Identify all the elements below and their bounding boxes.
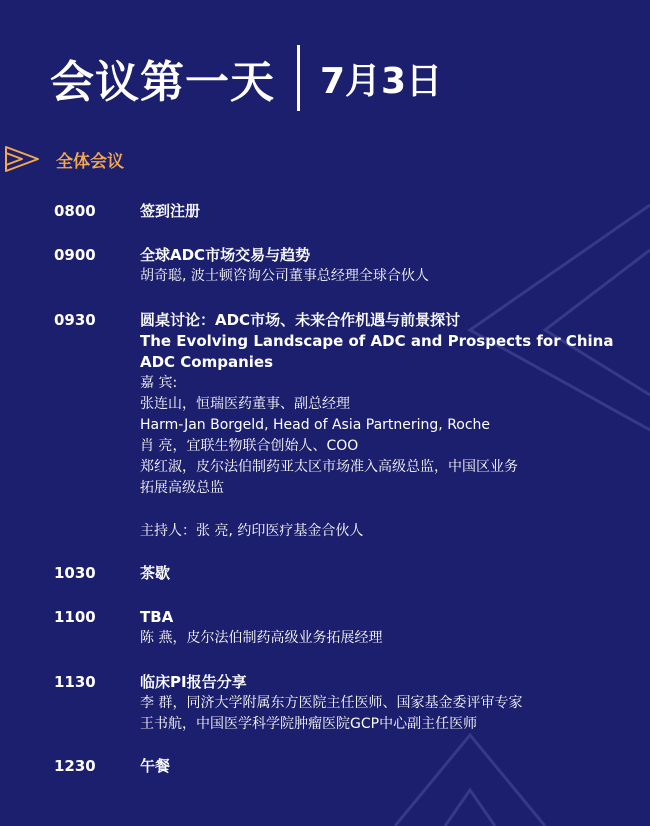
page-title: 会议第一天 <box>50 57 275 108</box>
guest-line: 郑红淑，皮尔法伯制药亚太区市场准入高级总监，中国区业务 <box>140 459 518 475</box>
agenda-list <box>54 200 644 777</box>
agenda-title: 全球ADC市场交易与趋势 <box>140 246 311 264</box>
agenda-item <box>54 200 644 222</box>
agenda-title: 午餐 <box>140 757 171 775</box>
section-title: 全体会议 <box>56 151 124 172</box>
speaker-line: 李 群，同济大学附属东方医院主任医师、国家基金委评审专家 <box>140 695 523 711</box>
agenda-title: 圆桌讨论：ADC市场、未来合作机遇与前景探讨 <box>140 311 461 329</box>
guest-line: Harm-Jan Borgeld, Head of Asia Partnering, Roche <box>140 417 491 433</box>
guest-label: 嘉 宾: <box>140 375 178 391</box>
agenda-title: 茶歇 <box>140 564 171 582</box>
guest-line: 拓展高级总监 <box>140 480 224 496</box>
agenda-item <box>54 755 644 777</box>
agenda-time: 0930 <box>54 311 96 329</box>
agenda-time: 1030 <box>54 564 96 582</box>
agenda-item <box>54 244 644 287</box>
agenda-time: 1100 <box>54 608 96 626</box>
header <box>50 42 442 114</box>
agenda-title: TBA <box>140 608 174 626</box>
guest-line: 肖 亮，宜联生物联合创始人、COO <box>140 438 359 454</box>
agenda-time: 0900 <box>54 246 96 264</box>
agenda-time: 1130 <box>54 673 96 691</box>
agenda-time: 1230 <box>54 757 96 775</box>
agenda-item <box>54 671 644 735</box>
title-divider <box>297 45 300 111</box>
guest-line: 张连山，恒瑞医药董事、副总经理 <box>140 396 350 412</box>
speaker-line: 陈 燕，皮尔法伯制药高级业务拓展经理 <box>140 630 383 646</box>
page-date: 7月3日 <box>320 60 443 102</box>
agenda-title: 签到注册 <box>140 202 201 220</box>
speaker-line: 胡奇聪, 波士顿咨询公司董事总经理全球合伙人 <box>140 268 429 284</box>
play-arrow-icon <box>4 144 40 174</box>
agenda-time: 0800 <box>54 202 96 220</box>
agenda-english-title: The Evolving Landscape of ADC and Prospects for China ADC Companies <box>140 332 614 371</box>
speaker-line: 王书航，中国医学科学院肿瘤医院GCP中心副主任医师 <box>140 716 478 732</box>
agenda-item <box>54 606 644 649</box>
agenda-item <box>54 562 644 584</box>
host-line: 主持人：张 亮, 约印医疗基金合伙人 <box>140 523 364 539</box>
section-heading <box>0 144 124 174</box>
agenda-item <box>54 309 644 542</box>
agenda-title: 临床PI报告分享 <box>140 673 247 691</box>
